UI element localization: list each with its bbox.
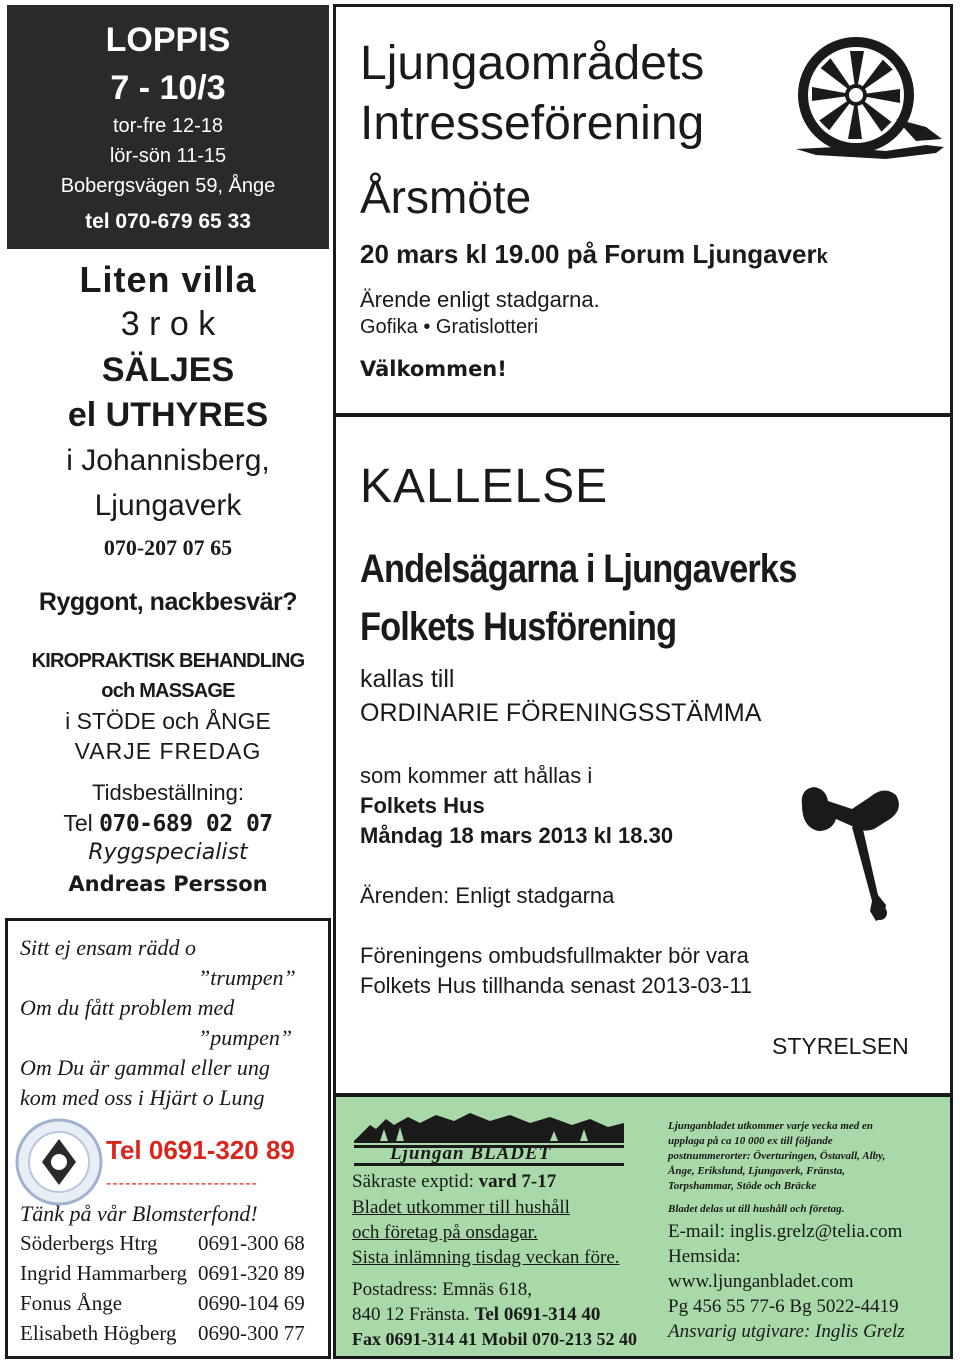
chiro-phone-prefix: Tel bbox=[63, 810, 100, 836]
office-hours bbox=[352, 1171, 556, 1193]
loppis-hours-weekend: lör-sön 11-15 bbox=[109, 145, 227, 167]
poem-line-2: ”trumpen” bbox=[198, 965, 296, 990]
postal-town-code: 840 12 Fränsta. bbox=[352, 1304, 475, 1325]
summons-held-at: som kommer att hållas i bbox=[360, 763, 593, 788]
meeting-when-end: k bbox=[816, 246, 828, 268]
turbine-icon bbox=[776, 27, 946, 167]
hammer-icon bbox=[792, 775, 912, 935]
delivery-note: Bladet delas ut till hushåll och företag. bbox=[668, 1203, 845, 1215]
office-hours-value: vard 7-17 bbox=[478, 1171, 557, 1192]
chiro-phone bbox=[7, 810, 329, 837]
chiro-schedule: VARJE FREDAG bbox=[74, 738, 262, 764]
seal-icon bbox=[14, 1117, 104, 1207]
summons-org-line1: Andelsägarna i Ljungaverks bbox=[360, 547, 797, 591]
loppis-title: LOPPIS bbox=[105, 21, 231, 59]
loppis-hours-weekday: tor-fre 12-18 bbox=[112, 115, 224, 137]
flower-fund: Tänk på vår Blomsterfond! bbox=[20, 1201, 258, 1226]
newspaper-info bbox=[333, 1094, 953, 1359]
publisher: Ansvarig utgivare: Inglis Grelz bbox=[668, 1321, 905, 1342]
circulation-line-5: Torpshammar, Stöde och Bräcke bbox=[668, 1180, 817, 1192]
annual-meeting-ad bbox=[333, 4, 953, 416]
villa-for-sale: SÄLJES bbox=[101, 351, 235, 389]
contact-list bbox=[20, 1231, 320, 1351]
meeting-when-main: 20 mars kl 19.00 på Forum Ljungaver bbox=[360, 239, 817, 269]
circulation-line-1: Ljunganbladet utkommer varje vecka med en bbox=[668, 1120, 874, 1132]
office-phone: Tel 0691-314 40 bbox=[474, 1304, 601, 1325]
villa-ad bbox=[7, 255, 329, 575]
poem-line-5: Om Du är gammal eller ung bbox=[20, 1055, 270, 1080]
summons-called-to: kallas till bbox=[360, 665, 455, 693]
contact-name: Ingrid Hammarberg bbox=[20, 1261, 187, 1285]
association-name-line1: Ljungaområdets bbox=[360, 37, 705, 90]
contact-phone: 0691-320 89 bbox=[198, 1261, 305, 1285]
chiro-name: Andreas Persson bbox=[68, 872, 268, 896]
summons-ad bbox=[333, 414, 953, 1096]
contact-phone: 0690-300 77 bbox=[198, 1321, 305, 1345]
summons-agenda: Ärenden: Enligt stadgarna bbox=[360, 883, 615, 908]
meeting-welcome: Välkommen! bbox=[360, 357, 507, 381]
loppis-phone: tel 070-679 65 33 bbox=[85, 210, 251, 233]
loppis-address: Bobergsvägen 59, Ånge bbox=[60, 175, 276, 197]
circulation-line-4: Ånge, Erikslund, Ljungaverk, Fränsta, bbox=[668, 1165, 845, 1177]
logo-wordmark: Ljungan BLADET bbox=[390, 1143, 552, 1164]
contact-row bbox=[20, 1231, 320, 1261]
contact-row bbox=[20, 1291, 320, 1321]
contact-name: Söderbergs Htrg bbox=[20, 1231, 158, 1255]
villa-for-rent: el UTHYRES bbox=[67, 396, 269, 434]
summons-title: KALLELSE bbox=[360, 460, 609, 513]
chiro-massage: och MASSAGE bbox=[101, 680, 235, 702]
chiro-ad bbox=[7, 588, 329, 908]
summons-signature: STYRELSEN bbox=[772, 1033, 909, 1059]
loppis-ad bbox=[7, 5, 329, 249]
villa-rooms: 3 r o k bbox=[120, 305, 216, 343]
ljungan-bladet-logo bbox=[350, 1107, 628, 1169]
contact-name: Elisabeth Högberg bbox=[20, 1321, 177, 1345]
meeting-when bbox=[360, 239, 828, 270]
chiro-headline: Ryggont, nackbesvär? bbox=[38, 588, 298, 616]
chiro-locations: i STÖDE och ÅNGE bbox=[65, 708, 271, 734]
summons-proxy-line1: Föreningens ombudsfullmakter bör vara bbox=[360, 943, 749, 968]
contact-row bbox=[20, 1261, 320, 1291]
poem-line-4: ”pumpen” bbox=[198, 1025, 293, 1050]
meeting-title: Årsmöte bbox=[360, 171, 532, 223]
contact-phone: 0691-300 68 bbox=[198, 1231, 305, 1255]
postal-town bbox=[352, 1304, 600, 1326]
villa-town: Ljungaverk bbox=[94, 489, 242, 522]
villa-phone: 070-207 07 65 bbox=[103, 535, 233, 560]
deadline-note: Sista inlämning tisdag veckan före. bbox=[352, 1247, 620, 1268]
poem-line-3: Om du fått problem med bbox=[20, 995, 235, 1020]
office-hours-label: Säkraste exptid: bbox=[352, 1171, 479, 1192]
dashed-divider: ------------------------ bbox=[106, 1175, 258, 1192]
heart-lung-phone: Tel 0691-320 89 bbox=[106, 1135, 295, 1165]
circulation-line-3: postnummerorter: Överturingen, Östavall, Alby, bbox=[668, 1150, 886, 1162]
poem-line-6: kom med oss i Hjärt o Lung bbox=[20, 1085, 265, 1110]
chiro-phone-number: 070-689 02 07 bbox=[99, 811, 273, 837]
summons-org-line2: Folkets Husförening bbox=[360, 605, 677, 649]
loppis-dates: 7 - 10/3 bbox=[110, 69, 226, 107]
postal-address: Postadress: Emnäs 618, bbox=[352, 1279, 532, 1300]
summons-proxy-line2: Folkets Hus tillhanda senast 2013-03-11 bbox=[360, 973, 753, 998]
circulation-info bbox=[668, 1119, 948, 1194]
heart-lung-logo bbox=[14, 1117, 104, 1207]
fax-mobile: Fax 0691-314 41 Mobil 070-213 52 40 bbox=[352, 1329, 637, 1349]
website-link[interactable]: www.ljunganbladet.com bbox=[668, 1271, 854, 1292]
turbine-illustration bbox=[776, 27, 946, 167]
villa-headline: Liten villa bbox=[79, 259, 257, 300]
meeting-extras: Gofika • Gratislotteri bbox=[360, 316, 539, 338]
distribution-line1: Bladet utkommer till hushåll bbox=[352, 1197, 570, 1218]
contact-row bbox=[20, 1321, 320, 1351]
contact-phone: 0690-104 69 bbox=[198, 1291, 305, 1315]
summons-meeting-type: ORDINARIE FÖRENINGSSTÄMMA bbox=[360, 699, 762, 727]
email[interactable]: E-mail: inglis.grelz@telia.com bbox=[668, 1221, 903, 1242]
distribution-line2: och företag på onsdagar. bbox=[352, 1222, 538, 1243]
website-label: Hemsida: bbox=[668, 1246, 741, 1267]
payment-accounts: Pg 456 55 77-6 Bg 5022-4419 bbox=[668, 1296, 899, 1317]
contact-name: Fonus Ånge bbox=[20, 1291, 123, 1315]
hammer-illustration bbox=[792, 775, 912, 935]
summons-date: Måndag 18 mars 2013 kl 18.30 bbox=[360, 823, 674, 848]
chiro-title: Ryggspecialist bbox=[88, 840, 248, 865]
chiro-treatment: KIROPRAKTISK BEHANDLING bbox=[31, 650, 305, 672]
circulation-line-2: upplaga på ca 10 000 ex till följande bbox=[668, 1135, 833, 1147]
association-name-line2: Intresseförening bbox=[360, 97, 705, 150]
chiro-booking-label: Tidsbeställning: bbox=[91, 780, 245, 805]
villa-location: i Johannisberg, bbox=[66, 444, 270, 477]
summons-place: Folkets Hus bbox=[360, 793, 485, 818]
heart-lung-ad bbox=[5, 918, 331, 1359]
poem-line-1: Sitt ej ensam rädd o bbox=[20, 935, 196, 960]
meeting-agenda: Ärende enligt stadgarna. bbox=[360, 287, 600, 312]
